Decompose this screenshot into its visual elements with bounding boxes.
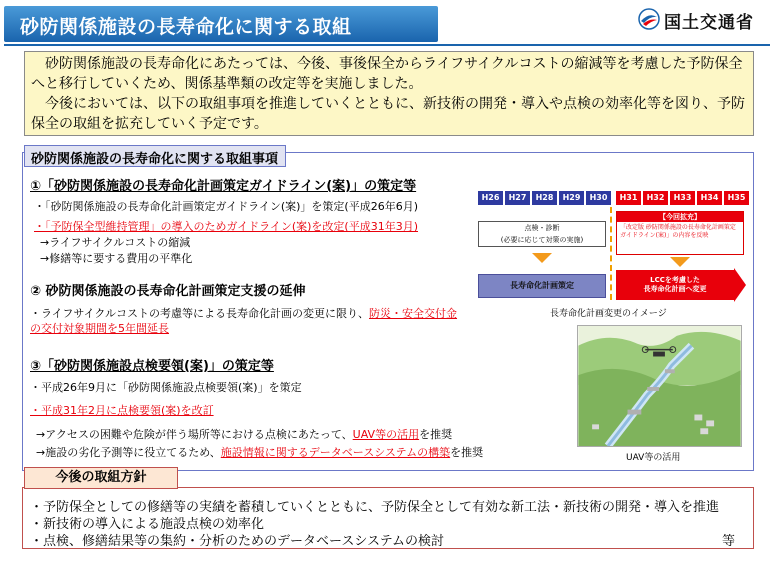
down-arrow-left-icon — [532, 253, 552, 263]
expansion-box-header: 【今回拡充】 — [617, 212, 743, 222]
policy-line-3: ・点検、修繕結果等の集約・分析のためのデータベースシステムの検討 — [30, 534, 445, 549]
section-1-line-3: →ライフサイクルコストの縮減 — [40, 236, 191, 249]
expansion-box — [616, 211, 744, 255]
intro-box — [24, 51, 754, 136]
year-before-2: H28 — [532, 191, 557, 205]
header-rule — [4, 44, 770, 46]
section-3-line-3: →アクセスの困難や危険が伴う場所等における点検にあたって、UAV等の活用を推奨 — [36, 428, 453, 441]
year-after-4: H35 — [724, 191, 749, 205]
timeline-figure — [476, 191, 746, 302]
section-1-line-2: ・「予防保全型維持管理」の導入のためガイドライン(案)を改定(平成31年3月) — [34, 220, 418, 233]
inspection-box — [478, 221, 606, 247]
year-before-4: H30 — [586, 191, 611, 205]
section-1-line-4: →修繕等に要する費用の平準化 — [40, 252, 193, 265]
expansion-box-body: 「改定版 砂防関係施設の長寿命化計画策定ガイドライン(案)」の内容を反映 — [620, 224, 736, 239]
policy-etc: 等 — [722, 534, 736, 549]
section-1-heading: ①「砂防関係施設の長寿命化計画策定ガイドライン(案)」の策定等 — [30, 179, 417, 194]
uav-illustration — [577, 325, 742, 447]
policy-line-1: ・予防保全としての修繕等の実績を蓄積していくとともに、予防保全として有効な新工法・新技術の開発・導入を推進 — [30, 500, 720, 515]
section-2-line-1: ・ライフサイクルコストの考慮等による長寿命化計画の変更に限り、防災・安全交付金 — [30, 307, 458, 320]
section-3-heading: ③「砂防関係施設点検要領(案)」の策定等 — [30, 359, 274, 374]
plan-formulation-arrow: 長寿命化計画策定 — [478, 274, 606, 298]
timeline-divider — [610, 207, 612, 300]
lcc-plan-arrow-line-1: LCCを考慮した — [650, 276, 700, 284]
section-2-line-2: の交付対象期間を5年間延長 — [30, 322, 169, 335]
down-arrow-right-icon — [670, 257, 690, 267]
intro-paragraph-1: 砂防関係施設の長寿命化にあたっては、今後、事後保全からライフサイクルコストの縮減等を考慮した予防保全へと移行していくため、関係基準類の改定等を実施しました。 — [31, 56, 743, 92]
year-after-1: H32 — [643, 191, 668, 205]
year-after-2: H33 — [670, 191, 695, 205]
year-before-1: H27 — [505, 191, 530, 205]
policy-tab: 今後の取組方針 — [24, 467, 178, 489]
year-before-0: H26 — [478, 191, 503, 205]
mlit-logo-icon — [638, 8, 660, 30]
lcc-plan-arrow-line-2: 長寿命化計画へ変更 — [643, 285, 707, 293]
timeline-caption: 長寿命化計画変更のイメージ — [550, 309, 667, 319]
section-2-heading: ② 砂防関係施設の長寿命化計画策定支援の延伸 — [30, 284, 306, 299]
year-before-3: H29 — [559, 191, 584, 205]
lcc-plan-arrow — [616, 270, 734, 300]
intro-paragraph-2: 今後においては、以下の取組事項を推進していくとともに、新技術の開発・導入や点検の効率化等を図り、予防保全の取組を拡充していく予定です。 — [31, 96, 745, 132]
section-3-line-1: ・平成26年9月に「砂防関係施設点検要領(案)」を策定 — [30, 381, 302, 394]
org-name: 国土交通省 — [664, 13, 754, 33]
year-after-0: H31 — [616, 191, 641, 205]
section-3-line-2: ・平成31年2月に点検要領(案)を改訂 — [30, 404, 214, 417]
title-bar — [4, 6, 438, 42]
section-3-line-4: →施設の劣化予測等に役立てるため、施設情報に関するデータベースシステムの構築を推奨 — [36, 446, 484, 459]
page-title: 砂防関係施設の長寿命化に関する取組 — [20, 16, 352, 38]
uav-caption: UAV等の活用 — [626, 453, 681, 463]
section-1-line-1: ・「砂防関係施設の長寿命化計画策定ガイドライン(案)」を策定(平成26年6月) — [34, 200, 418, 213]
inspection-box-line-1: 点検・診断 — [524, 224, 560, 232]
inspection-box-line-2: (必要に応じて対策の実施) — [500, 236, 584, 244]
policy-line-2: ・新技術の導入による施設点検の効率化 — [30, 517, 265, 532]
year-after-3: H34 — [697, 191, 722, 205]
org-logo — [638, 6, 770, 34]
initiatives-tab: 砂防関係施設の長寿命化に関する取組事項 — [24, 145, 286, 167]
